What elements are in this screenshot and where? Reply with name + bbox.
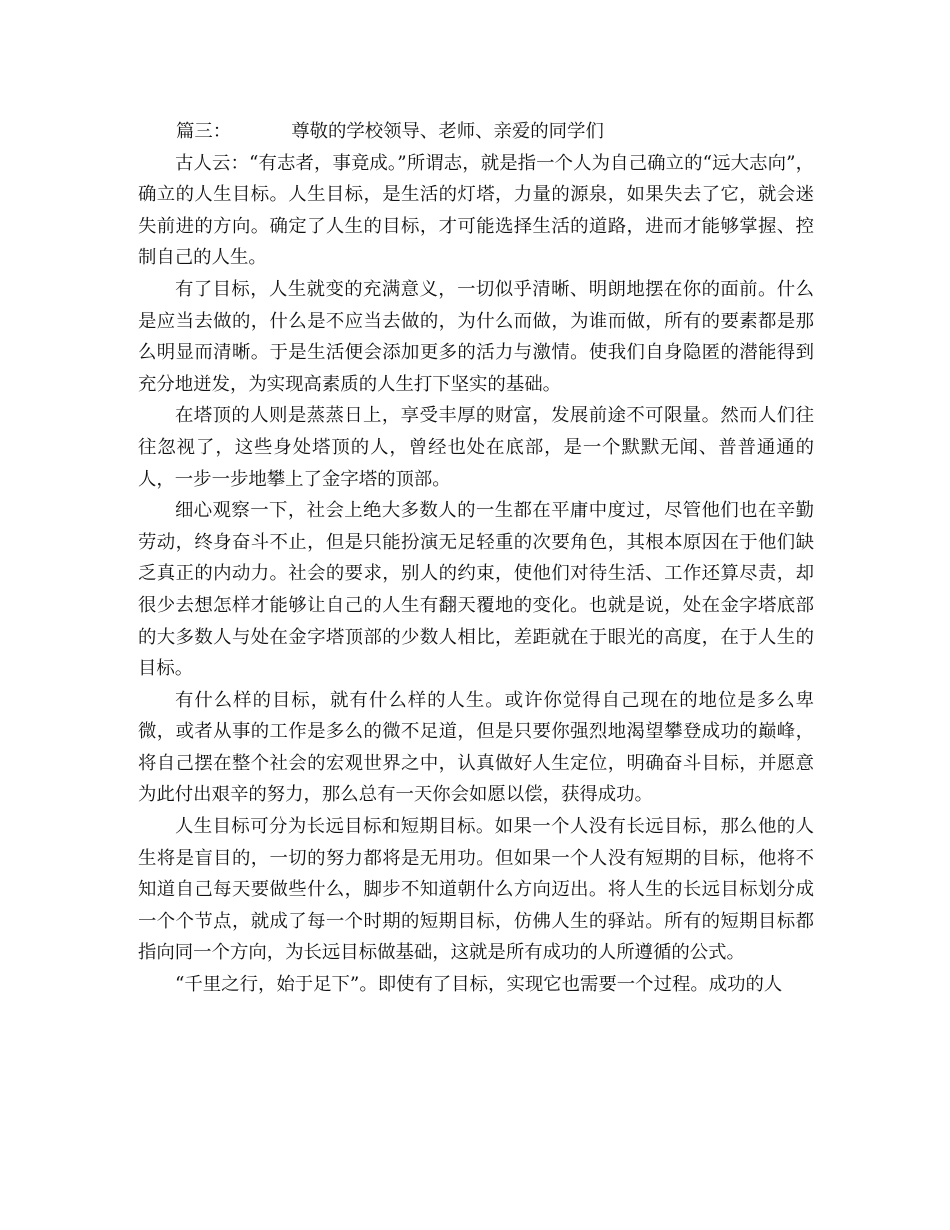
document-body xyxy=(138,116,814,1001)
paragraph-7: “千里之行，始于足下”。即使有了目标，实现它也需要一个过程。成功的人 xyxy=(175,974,783,996)
paragraph-3: 在塔顶的人则是蒸蒸日上，享受丰厚的财富，发展前途不可限量。然而人们往往忽视了，这些身处塔顶的人，曾经也处在底部，是一个默默无闻、普普通通的人，一步一步地攀上了金字塔的顶部。 xyxy=(138,405,814,490)
paragraph-6: 人生目标可分为长远目标和短期目标。如果一个人没有长远目标，那么他的人生将是盲目的，一切的努力都将是无用功。但如果一个人没有短期的目标，他将不知道自己每天要做些什么，脚步不知道朝什么方向迈出。将人生的长远目标划分成一个个节点，就成了每一个时期的短期目标，仿佛人生的驿站。所有的短期目标都指向同一个方向，为长远目标做基础，这就是所有成功的人所遵循的公式。 xyxy=(138,816,814,964)
paragraph-4: 细心观察一下，社会上绝大多数人的一生都在平庸中度过，尽管他们也在辛勤劳动，终身奋斗不止，但是只能扮演无足轻重的次要角色，其根本原因在于他们缺乏真正的内动力。社会的要求，别人的约束，使他们对待生活、工作还算尽责，却很少去想怎样才能够让自己的人生有翻天覆地的变化。也就是说，处在金字塔底部的大多数人与处在金字塔顶部的少数人相比，差距就在于眼光的高度，在于人生的目标。 xyxy=(138,500,814,680)
paragraph-1: 古人云：“有志者，事竟成。”所谓志，就是指一个人为自己确立的“远大志向”，确立的人生目标。人生目标，是生活的灯塔，力量的源泉，如果失去了它，就会迷失前进的方向。确定了人生的目标，才可能选择生活的道路，进而才能够掌握、控制自己的人生。 xyxy=(138,152,814,269)
paragraph-2: 有了目标，人生就变的充满意义，一切似乎清晰、明朗地摆在你的面前。什么是应当去做的，什么是不应当去做的，为什么而做，为谁而做，所有的要素都是那么明显而清晰。于是生活便会添加更多的活力与激情。使我们自身隐匿的潜能得到充分地迸发，为实现高素质的人生打下坚实的基础。 xyxy=(138,278,814,395)
salutation: 尊敬的学校领导、老师、亲爱的同学们 xyxy=(291,121,604,142)
section-heading xyxy=(138,116,814,148)
section-label: 篇三： xyxy=(176,121,232,142)
paragraph-5: 有什么样的目标，就有什么样的人生。或许你觉得自己现在的地位是多么卑微，或者从事的工作是多么的微不足道，但是只要你强烈地渴望攀登成功的巅峰，将自己摆在整个社会的宏观世界之中，认真做好人生定位，明确奋斗目标，并愿意为此付出艰辛的努力，那么总有一天你会如愿以偿，获得成功。 xyxy=(138,689,814,806)
